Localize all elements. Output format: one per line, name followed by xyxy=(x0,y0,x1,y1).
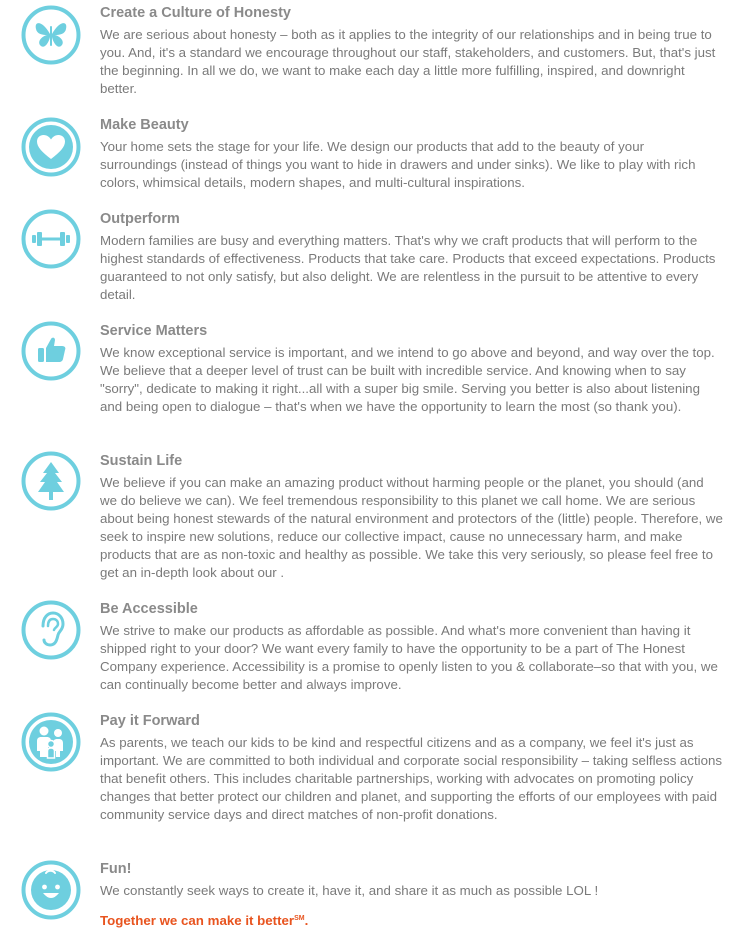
value-title: Fun! xyxy=(100,861,132,877)
value-description: Your home sets the stage for your life. We design our products that add to the beauty of your surroundings (instead of things you want to hide in drawers and under sinks). We like to play with rich colors, whimsical details, modern shapes, and multi-cultural inspirations. xyxy=(100,139,696,190)
smiley-baby-icon xyxy=(20,859,82,921)
value-title: Make Beauty xyxy=(100,117,189,133)
dumbbell-icon xyxy=(20,208,82,270)
value-description: We strive to make our products as affordable as possible. And what's more convenient than having it shipped right to your door? We want every family to have the opportunity to be a part of The Honest Company experience. Accessibility is a promise to openly listen to you & collaborate–so that with you, we can continually become better and always improve. xyxy=(100,623,718,692)
value-description: We are serious about honesty – both as it applies to the integrity of our relationships and in being true to you. And, it's a standard we encourage throughout our staff, stakeholders, and customers. But, that's just the beginning. In all we do, we want to make each day a little more fulfilling, inspired, and downright better. xyxy=(100,27,716,96)
family-icon xyxy=(20,711,82,773)
service-mark: SM xyxy=(294,915,305,922)
value-title: Pay it Forward xyxy=(100,713,200,729)
value-title: Outperform xyxy=(100,211,180,227)
value-title: Be Accessible xyxy=(100,601,198,617)
value-title: Service Matters xyxy=(100,323,208,339)
value-description: As parents, we teach our kids to be kind and respectful citizens and as a company, we feel it's just as important. We are committed to both individual and corporate social responsibility – taking selfless actions that benefit others. This includes charitable partnerships, working with advocates on promoting policy changes that better protect our children and planet, and supporting the efforts of our employees with paid community service days and direct matches of non-profit donations. xyxy=(100,735,723,822)
value-title: Sustain Life xyxy=(100,453,183,469)
thumbs-up-icon xyxy=(20,320,82,382)
heart-icon xyxy=(20,116,82,178)
value-description: We constantly seek ways to create it, have it, and share it as much as possible LOL ! xyxy=(100,883,599,898)
tagline-text: Together we can make it better xyxy=(100,913,295,928)
value-description: We know exceptional service is important, and we intend to go above and beyond, and way over the top. We believe that a deeper level of trust can be built with incredible service. And knowing when to say "sorry", dedicate to making it right...all with a super big smile. Serving you better is also about listening and being open to dialogue – that's when we have the opportunity to learn the most (so thank you). xyxy=(100,345,715,414)
value-description: Modern families are busy and everything matters. That's why we craft products that will perform to the highest standards of effectiveness. Products that take care. Products that exceed expectations. Products guaranteed to not only satisfy, but also delight. We are relentless in the pursuit to be attentive to every detail. xyxy=(100,233,716,302)
value-title: Create a Culture of Honesty xyxy=(100,5,291,21)
value-description: We believe if you can make an amazing product without harming people or the planet, you should (and we do believe we can). We feel tremendous responsibility to this planet we call home. We are serious about being honest stewards of the natural environment and protectors of the (little) people. Therefore, we seek to inspire new solutions, reduce our collective impact, cause no unnecessary harm, and make products that are as non-toxic and healthy as possible. We take this very seriously, so please feel free to get an in-depth look about our . xyxy=(100,475,723,580)
ear-icon xyxy=(20,599,82,661)
tagline-period: . xyxy=(304,913,309,928)
tagline xyxy=(100,910,308,930)
tree-icon xyxy=(20,450,82,512)
butterfly-icon xyxy=(20,4,82,66)
